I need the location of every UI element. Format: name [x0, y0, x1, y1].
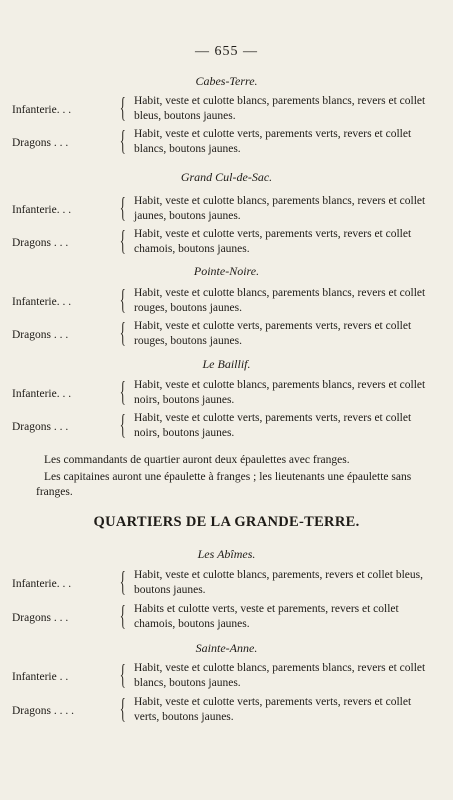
entry-text: Habit, veste et culotte verts, parements verts, revers et collet chamois, boutons jaunes. — [134, 228, 412, 255]
brace-icon: { — [119, 377, 126, 408]
entry-text: Habit, veste et culotte blancs, parements, revers et collet bleus, boutons jaunes. — [134, 569, 423, 596]
brace-icon: { — [119, 93, 126, 124]
entry-le-baillif-dragons — [12, 411, 442, 445]
entry-text: Habit, veste et culotte blancs, parements blancs, revers et collet jaunes, boutons jaunes. — [134, 195, 426, 222]
section-title: QUARTIERS DE LA GRANDE-TERRE. — [93, 514, 360, 530]
entry-label: Infanterie. . . — [12, 204, 72, 216]
entry-text: Habit, veste et culotte blancs, parements blancs, revers et collet rouges, boutons jaunes. — [134, 287, 426, 314]
entry-label: Dragons . . . . — [12, 705, 74, 717]
brace-icon: { — [119, 694, 126, 725]
entry-le-baillif-infanterie — [12, 378, 442, 412]
page-number: — 655 — — [195, 44, 258, 59]
entry-text: Habit, veste et culotte verts, parements verts, revers et collet blancs, boutons jaunes. — [134, 128, 412, 155]
brace-icon: { — [119, 226, 126, 257]
brace-icon: { — [119, 285, 126, 316]
entry-pointe-noire-dragons — [12, 319, 442, 353]
entry-text: Habit, veste et culotte blancs, parements blancs, revers et collet noirs, boutons jaunes. — [134, 379, 426, 406]
entry-label: Infanterie . . — [12, 671, 69, 683]
entry-grand-cul-de-sac-dragons — [12, 227, 442, 261]
entry-label: Dragons . . . — [12, 237, 69, 249]
entry-text: Habit, veste et culotte verts, parements verts, revers et collet verts, boutons jaunes. — [134, 696, 412, 723]
brace-icon: { — [119, 660, 126, 691]
entry-les-abimes-dragons — [12, 602, 442, 636]
heading-le-baillif: Le Baillif. — [202, 357, 251, 371]
brace-icon: { — [119, 193, 126, 224]
entry-label: Infanterie. . . — [12, 388, 72, 400]
entry-grand-cul-de-sac-infanterie — [12, 194, 442, 228]
entry-pointe-noire-infanterie — [12, 286, 442, 320]
entry-label: Infanterie. . . — [12, 296, 72, 308]
entry-sainte-anne-infanterie — [12, 661, 442, 695]
entry-label: Infanterie. . . — [12, 578, 72, 590]
heading-les-abimes: Les Abîmes. — [197, 547, 256, 561]
brace-icon: { — [119, 410, 126, 441]
paragraph-capitaines: Les capitaines auront une épaulette à franges ; les lieutenants une épaulette sans franges. — [36, 471, 412, 498]
entry-text: Habit, veste et culotte verts, parements verts, revers et collet rouges, boutons jaunes. — [134, 320, 412, 347]
entry-sainte-anne-dragons — [12, 695, 442, 729]
entry-les-abimes-infanterie — [12, 568, 442, 602]
brace-icon: { — [119, 567, 126, 598]
brace-icon: { — [119, 601, 126, 632]
heading-pointe-noire: Pointe-Noire. — [193, 264, 260, 278]
entry-label: Dragons . . . — [12, 421, 69, 433]
heading-grand-cul-de-sac: Grand Cul-de-Sac. — [180, 170, 273, 184]
entry-label: Dragons . . . — [12, 612, 69, 624]
brace-icon: { — [119, 318, 126, 349]
entry-label: Dragons . . . — [12, 137, 69, 149]
heading-sainte-anne: Sainte-Anne. — [195, 641, 258, 655]
entry-cabes-terre-dragons — [12, 127, 442, 161]
entry-text: Habits et culotte verts, veste et parements, revers et collet chamois, boutons jaunes. — [134, 603, 399, 630]
entry-cabes-terre-infanterie — [12, 94, 442, 128]
brace-icon: { — [119, 126, 126, 157]
entry-text: Habit, veste et culotte blancs, parements blancs, revers et collet blancs, boutons jaunes. — [134, 662, 426, 689]
entry-label: Dragons . . . — [12, 329, 69, 341]
entry-text: Habit, veste et culotte blancs, parements blancs, revers et collet bleus, boutons jaunes. — [134, 95, 426, 122]
entry-label: Infanterie. . . — [12, 104, 72, 116]
heading-cabes-terre: Cabes-Terre. — [195, 74, 258, 88]
paragraph-commandants: Les commandants de quartier auront deux épaulettes avec franges. — [44, 454, 350, 466]
entry-text: Habit, veste et culotte verts, parements verts, revers et collet noirs, boutons jaunes. — [134, 412, 412, 439]
